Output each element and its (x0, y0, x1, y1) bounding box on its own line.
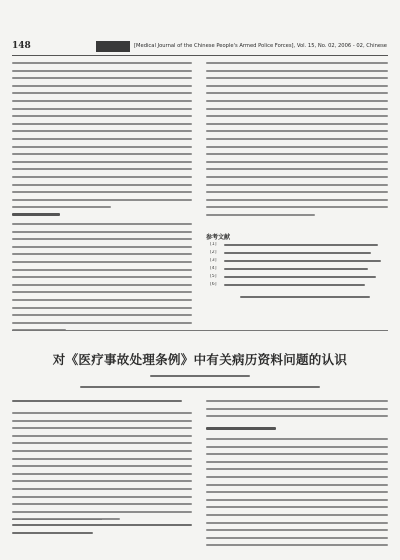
reference-item: [5] (210, 274, 217, 279)
references-heading: 参考文献 (206, 234, 231, 241)
article-authors (150, 375, 250, 383)
right-column-lower (206, 438, 388, 552)
footnote (12, 524, 192, 539)
journal-citation: [Medical Journal of the Chinese People's Armed Police Forces], Vol. 15, No. 02, 2006 - 02, Chinese (134, 43, 387, 49)
right-column-lower-top (206, 400, 388, 423)
reference-item: [3] (210, 258, 217, 263)
header-rule (12, 55, 388, 56)
left-column-upper (12, 62, 192, 214)
left-column-section (12, 223, 192, 337)
page-number: 148 (12, 41, 31, 51)
keywords-line (12, 400, 182, 408)
reference-text-lines (224, 244, 384, 292)
section-heading-left (12, 213, 60, 216)
reference-item: [6] (210, 282, 217, 287)
article-title: 对《医疗事故处理条例》中有关病历资料问题的认识 (52, 352, 348, 367)
article-separator (12, 330, 388, 331)
left-column-lower (12, 412, 192, 526)
right-column-upper (206, 62, 388, 221)
page-header (12, 41, 388, 54)
reference-item: [2] (210, 250, 217, 255)
reference-item: [4] (210, 266, 217, 271)
received-date-line (240, 296, 370, 304)
footnote-rule (12, 519, 102, 520)
article-affiliation (80, 386, 320, 394)
reference-item: [1] (210, 242, 217, 247)
journal-brand-block (96, 41, 130, 52)
section-heading-1 (206, 427, 276, 430)
